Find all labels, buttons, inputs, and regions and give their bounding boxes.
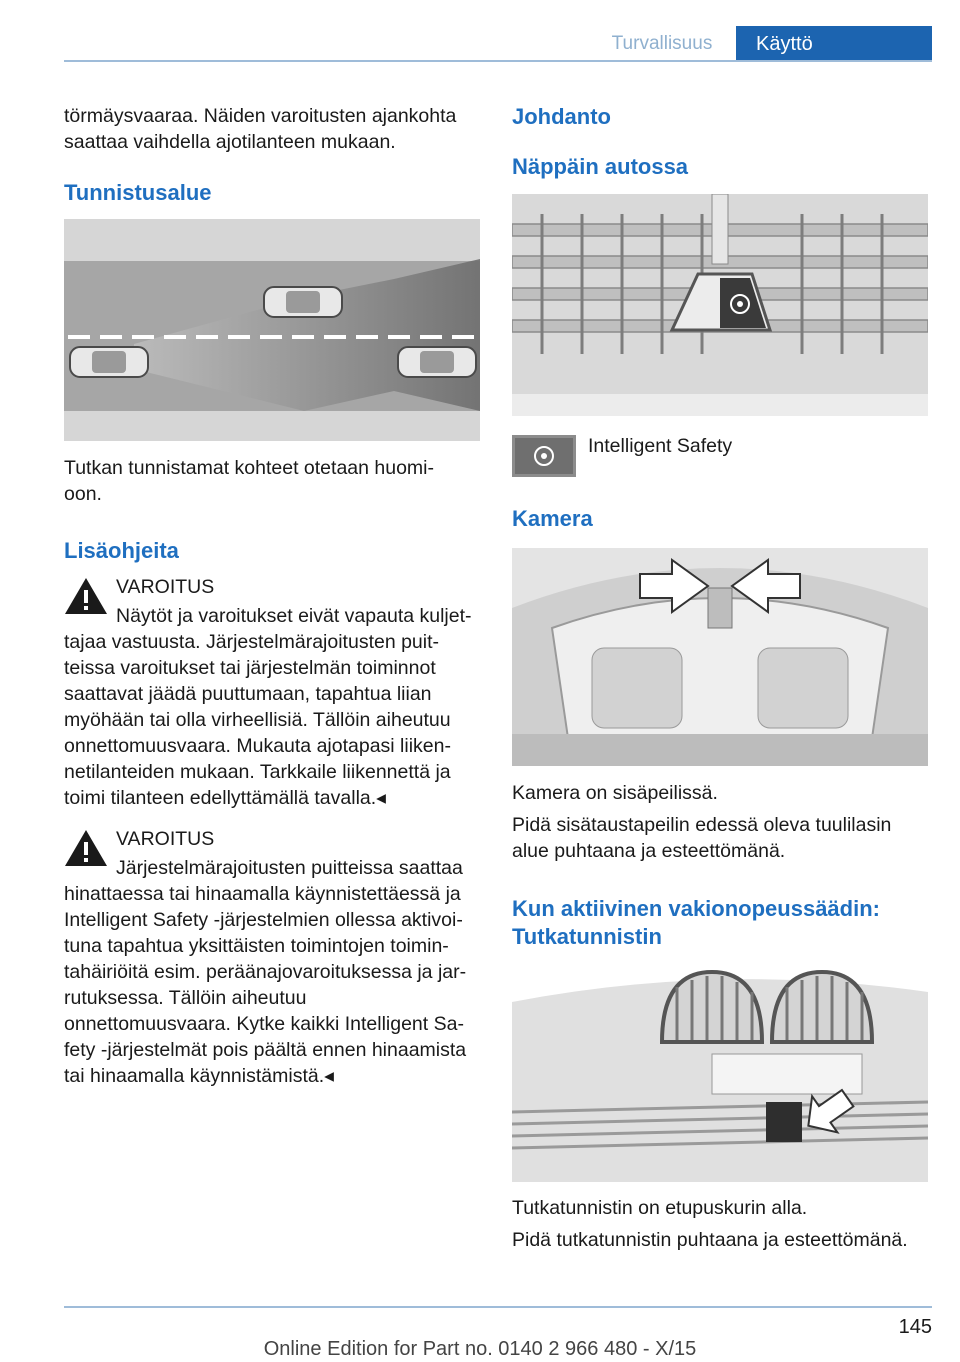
caption-detection-line-1: Tutkan tunnistamat kohteet otetaan huomi- xyxy=(64,457,434,479)
footer-rule xyxy=(64,1306,932,1308)
page-number: 145 xyxy=(898,1316,932,1338)
warning-1-line: saattavat jäädä puuttumaan, tapahtua liian xyxy=(64,683,432,705)
warning-1-line: Näytöt ja varoitukset eivät vapauta kuljet- xyxy=(116,605,472,627)
intro-line-2: saattaa vaihdella ajotilanteen mukaan. xyxy=(64,131,396,153)
radar-text-1: Tutkatunnistin on etupuskurin alla. xyxy=(512,1197,808,1219)
caption-detection-line-2: oon. xyxy=(64,483,102,505)
car-ahead-left-lane xyxy=(264,287,342,317)
warning-2-line: tai hinaamalla käynnistämistä.◂ xyxy=(64,1065,334,1087)
footer-edition: Online Edition for Part no. 0140 2 966 480 - X/15 xyxy=(263,1338,697,1360)
heading-active-cruise-line-2: Tutkatunnistin xyxy=(512,924,662,949)
heading-active-cruise-line-1: Kun aktiivinen vakionopeussäädin: xyxy=(512,896,880,921)
warning-1-line: tajaa vastuusta. Järjestelmärajoitusten puit- xyxy=(64,631,440,653)
warning-1-line: onnettomuusvaara. Mukauta ajotapasi liiken- xyxy=(64,735,451,757)
warning-icon xyxy=(64,576,108,616)
heading-button-in-car: Näppäin autossa xyxy=(512,154,689,179)
camera-text-2-line-1: Pidä sisätaustapeilin edessä oleva tuulilasin xyxy=(512,814,892,836)
car-own xyxy=(70,347,148,377)
warning-2-line: fety -järjestelmät pois päältä ennen hinaamista xyxy=(64,1039,467,1061)
intelligent-safety-label: Intelligent Safety xyxy=(588,435,733,457)
warning-1-line: toimi tilanteen edellyttämällä tavalla.◂ xyxy=(64,787,386,809)
warning-1-line: teissa varoitukset tai järjestelmän toiminnot xyxy=(64,657,436,679)
car-ahead-same-lane xyxy=(398,347,476,377)
figure-detection-area xyxy=(64,219,480,441)
warning-2-line: tahäiriöitä esim. peräänajovaroituksessa ja jar- xyxy=(64,961,467,983)
intro-line-1: törmäysvaaraa. Näiden varoitusten ajankohta xyxy=(64,105,457,127)
camera-text-1: Kamera on sisäpeilissä. xyxy=(512,782,718,804)
header-chapter-tab: Käyttö xyxy=(736,26,932,62)
detection-area-illustration xyxy=(64,219,480,441)
warning-2-line: Järjestelmärajoitusten puitteissa saattaa xyxy=(116,857,463,879)
warning-2-line: tuna tapahtua yksittäisten toimintojen toimin- xyxy=(64,935,449,957)
radar-text-2: Pidä tutkatunnistin puhtaana ja esteettömänä. xyxy=(512,1229,908,1251)
intelligent-safety-button-icon xyxy=(512,435,576,477)
warning-2-line: Intelligent Safety -järjestelmien ollessa aktivoi- xyxy=(64,909,463,931)
header-rule xyxy=(64,60,932,62)
camera-text-2-line-2: alue puhtaana ja esteettömänä. xyxy=(512,840,786,862)
figure-button-in-car xyxy=(512,194,928,416)
warning-2-line: rutuksessa. Tällöin aiheutuu xyxy=(64,987,307,1009)
warning-1-title: VAROITUS xyxy=(116,576,215,598)
warning-1-line: myöhään tai olla virheellisiä. Tällöin aiheutuu xyxy=(64,709,451,731)
warning-2-title: VAROITUS xyxy=(116,828,215,850)
figure-radar-sensor xyxy=(512,962,928,1182)
warning-2-line: onnettomuusvaara. Kytke kaikki Intelligent Sa- xyxy=(64,1013,464,1035)
heading-additional-notes: Lisäohjeita xyxy=(64,538,179,563)
figure-camera xyxy=(512,548,928,766)
heading-detection-area: Tunnistusalue xyxy=(64,180,212,205)
header-section-tab: Turvallisuus xyxy=(611,33,713,54)
warning-2-line: hinattaessa tai hinaamalla käynnistettäessä ja xyxy=(64,883,461,905)
warning-icon xyxy=(64,828,108,868)
heading-camera: Kamera xyxy=(512,506,593,531)
heading-introduction: Johdanto xyxy=(512,104,611,129)
warning-1-line: netilanteiden mukaan. Tarkkaile liikennettä ja xyxy=(64,761,451,783)
